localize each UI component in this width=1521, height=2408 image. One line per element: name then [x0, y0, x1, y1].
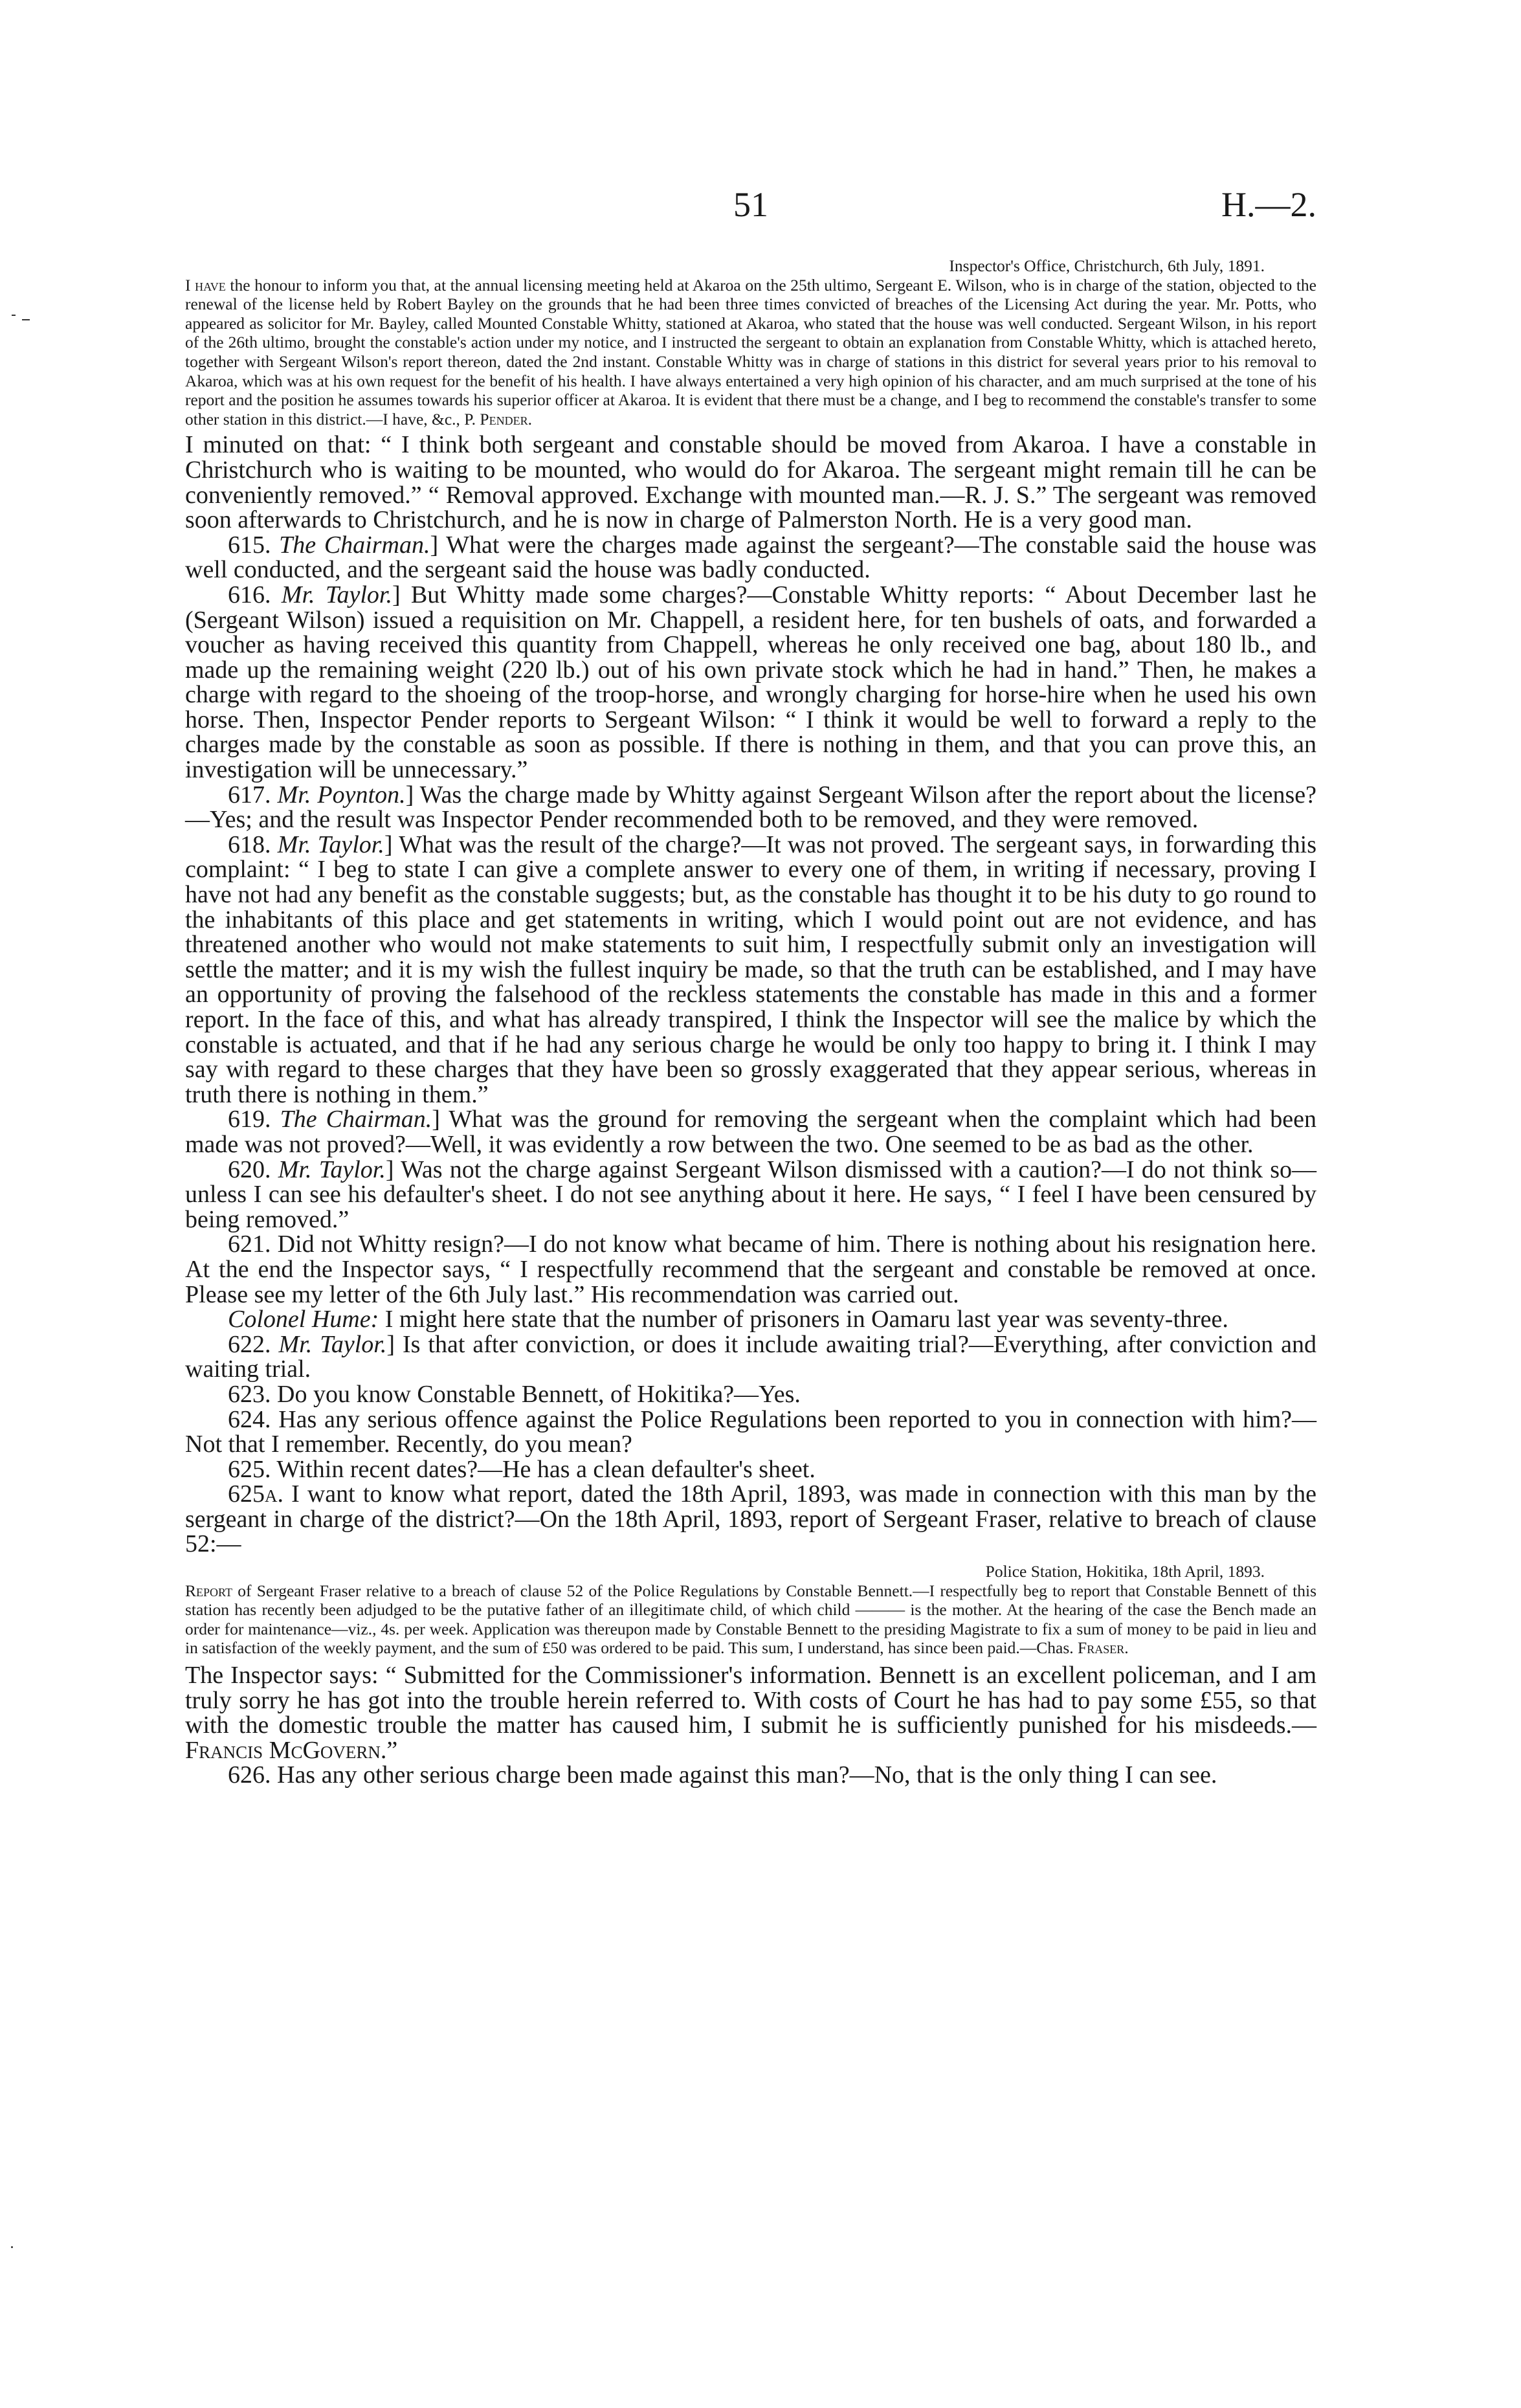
letter-opening: I have — [185, 275, 226, 295]
question-number: 617. — [228, 781, 271, 808]
question-text: ] Was not the charge against Sergeant Wilson dismissed with a caution?—I do not think so—unless I can see his defaulter's sheet. I do not see anything about it here. He says, “ I feel I have been censured by being removed.” — [185, 1155, 1317, 1233]
scan-mark — [22, 319, 30, 320]
letter-signature: Pender. — [480, 409, 532, 429]
question-617 — [185, 783, 1316, 832]
question-number: 622. — [228, 1330, 271, 1358]
evidence-paragraphs — [185, 432, 1316, 1557]
question-625 — [185, 1457, 1316, 1482]
question-text: ] But Whitty made some charges?—Constable Whitty reports: “ About December last he (Sergeant Wilson) issued a requisition on Mr. Chappell, a resident here, for ten bushels of oats, and forwarded a voucher as having received this quantity from Chappell, whereas he only received one bag, about 180 lb., and made up the remaining weight (220 lb.) out of his own private stock which he had in hand.” Then, he makes a charge with regard to the shoeing of the troop-horse, and wrongly charging for horse-hire when he used his own horse. Then, Inspector Pender reports to Sergeant Wilson: “ I think it would be well to forward a reply to the charges made by the constable as soon as possible. If there is nothing in them, and that you can prove this, an investigation will be unnecessary.” — [185, 581, 1316, 784]
report-opening: Report — [185, 1581, 232, 1600]
letter-body — [185, 276, 1316, 429]
question-text: Did not Whitty resign?—I do not know what became of him. There is nothing about his resignation here. At the end the Inspector says, “ I respectfully recommend that the sergeant and constable be removed at once. Please see my letter of the 6th July last.” His recommendation was carried out. — [185, 1231, 1316, 1308]
statement-text: I might here state that the number of prisoners in Oamaru last year was seventy-three. — [379, 1306, 1228, 1333]
scan-mark — [12, 315, 16, 316]
question-text: ] What was the ground for removing the sergeant when the complaint which had been made was not proved?—Well, it was evidently a row between the two. One seemed to be as bad as the other. — [185, 1106, 1316, 1158]
report-dateline: Police Station, Hokitika, 18th April, 1893. — [985, 1562, 1265, 1581]
question-number: 623. — [228, 1380, 271, 1408]
question-number: 616. — [228, 581, 271, 608]
question-text: Do you know Constable Bennett, of Hokitika?—Yes. — [277, 1380, 801, 1408]
question-number: 619. — [228, 1106, 271, 1133]
inspector-comment — [185, 1663, 1316, 1763]
letter-dateline: Inspector's Office, Christchurch, 6th July, 1891. — [949, 256, 1265, 275]
question-text: Has any serious offence against the Police Regulations been reported to you in connection with him?—Not that I remember. Recently, do you mean? — [185, 1405, 1316, 1458]
speaker: Colonel Hume: — [228, 1306, 379, 1333]
speaker: The Chairman. — [279, 531, 430, 559]
report-text: of Sergeant Fraser relative to a breach of clause 52 of the Police Regulations by Constable Bennett.—I respectfully beg to report that Constable Bennett of this station has recently been adjudged to be the putative father of an illegitimate child, of which child ——— is the mother. At the hearing of the case the Bench made an order for maintenance—viz., 4s. per week. Application was thereupon made by Constable Bennett to the presiding Magistrate to fix a sum of money to be paid in lieu and in satisfaction of the weekly payment, and the sum of £50 was ordered to be paid. This sum, I understand, has since been paid.—Chas. — [185, 1581, 1316, 1658]
main-text-column — [185, 256, 1316, 1788]
speaker: Mr. Taylor. — [277, 831, 384, 858]
report-body — [185, 1581, 1316, 1658]
question-622 — [185, 1332, 1316, 1382]
speaker: Mr. Taylor. — [278, 1330, 387, 1358]
question-615 — [185, 533, 1316, 583]
scan-mark — [11, 2246, 13, 2248]
question-number: 624. — [228, 1405, 271, 1433]
page-number: 51 — [733, 185, 768, 224]
question-number: 625a. — [228, 1480, 283, 1508]
colonel-hume-statement — [185, 1307, 1316, 1332]
report-signature: Fraser. — [1078, 1638, 1129, 1658]
question-621 — [185, 1232, 1316, 1307]
speaker: Mr. Poynton. — [277, 781, 406, 808]
question-text: ] What were the charges made against the sergeant?—The constable said the house was well conducted, and the sergeant said the house was badly conducted. — [185, 531, 1317, 584]
question-624 — [185, 1407, 1316, 1457]
question-text: Has any other serious charge been made against this man?—No, that is the only thing I can see. — [277, 1761, 1217, 1789]
speaker: The Chairman. — [280, 1106, 432, 1133]
question-text: I want to know what report, dated the 18th April, 1893, was made in connection with this man by the sergeant in charge of the district?—On the 18th April, 1893, report of Sergeant Fraser, relative to breach of clause 52:— — [185, 1480, 1316, 1558]
page-header — [185, 185, 1316, 237]
question-623 — [185, 1382, 1316, 1407]
inspector-comment-end: ” — [386, 1736, 398, 1764]
inspector-letter — [185, 256, 1316, 429]
question-text: ] Is that after conviction, or does it include awaiting trial?—Everything, after conviction and waiting trial. — [185, 1330, 1316, 1383]
question-620 — [185, 1157, 1316, 1232]
question-number: 621. — [228, 1231, 271, 1258]
question-616 — [185, 583, 1316, 783]
speaker: Mr. Taylor. — [281, 581, 392, 608]
question-number: 615. — [228, 531, 271, 559]
sergeant-report — [185, 1562, 1316, 1658]
question-number: 625. — [228, 1455, 271, 1483]
question-text: ] Was the charge made by Whitty against Sergeant Wilson after the report about the license?—Yes; and the result was Inspector Pender recommended both to be removed, and they were removed. — [185, 781, 1317, 834]
closing-paragraphs — [185, 1663, 1316, 1788]
inspector-signature: Francis McGovern. — [185, 1736, 387, 1764]
question-number: 618. — [228, 831, 271, 858]
report-reference: H.—2. — [1221, 185, 1316, 224]
question-text: ] What was the result of the charge?—It was not proved. The sergeant says, in forwarding this complaint: “ I beg to state I can give a complete answer to every one of them, in writing if necessary, proving I have not had any benefit as the constable suggests; but, as the constable has thought it to be his duty to go round to the inhabitants of this place and get statements in writing, which I would point out are not evidence, and has threatened another who would not make statements to suit him, I respectfully submit only an investigation will settle the matter; and it is my wish the fullest inquiry be made, so that the truth can be established, and I may have an opportunity of proving the falsehood of the reckless statements the constable has made in this and a former report. In the face of this, and what has already transpired, I think the Inspector will see the malice by which the constable is actuated, and that if he had any serious charge he would be only too happy to bring it. I think I may say with regard to these charges that they have been so grossly exaggerated that they appear serious, whereas in truth there is nothing in them.” — [185, 831, 1316, 1108]
question-619 — [185, 1107, 1316, 1157]
letter-text: the honour to inform you that, at the annual licensing meeting held at Akaroa on the 25th ultimo, Sergeant E. Wilson, who is in charge of the station, objected to the renewal of the license held by Robert Bayley on the grounds that he had been three times convicted of breaches of the Licensing Act during the year. Mr. Potts, who appeared as solicitor for Mr. Bayley, called Mounted Constable Whitty, stationed at Akaroa, who stated that the house was well conducted. Sergeant Wilson, in his report of the 26th ultimo, brought the constable's action under my notice, and I instructed the sergeant to obtain an explanation from Constable Whitty, which is attached hereto, together with Sergeant Wilson's report thereon, dated the 2nd instant. Constable Whitty was in charge of stations in this district for several years prior to his removal to Akaroa, which was at his own request for the benefit of his health. I have always entertained a very high opinion of his character, and am much surprised at the tone of his report and the position he assumes towards his superior officer at Akaroa. It is evident that there must be a change, and I beg to recommend the constable's transfer to some other station in this district.—I have, &c., P. — [185, 275, 1316, 429]
question-number: 620. — [228, 1155, 271, 1183]
question-number: 626. — [228, 1761, 271, 1789]
question-625a — [185, 1482, 1316, 1557]
question-text: Within recent dates?—He has a clean defaulter's sheet. — [276, 1455, 816, 1483]
speaker: Mr. Taylor. — [278, 1155, 386, 1183]
question-626 — [185, 1763, 1316, 1788]
paragraph: I minuted on that: “ I think both sergeant and constable should be moved from Akaroa. I have a constable in Christchurch who is waiting to be mounted, who would do for Akaroa. The sergeant might remain till he can be conveniently removed.” “ Removal approved. Exchange with mounted man.—R. J. S.” The sergeant was removed soon afterwards to Christchurch, and he is now in charge of Palmerston North. He is a very good man. — [185, 431, 1316, 534]
inspector-comment-text: The Inspector says: “ Submitted for the Commissioner's information. Bennett is an excellent policeman, and I am truly sorry he has got into the trouble herein referred to. With costs of Court he has had to pay some £55, so that with the domestic trouble the matter has caused him, I submit he is sufficiently punished for his misdeeds.— — [185, 1662, 1316, 1739]
question-618 — [185, 832, 1316, 1108]
